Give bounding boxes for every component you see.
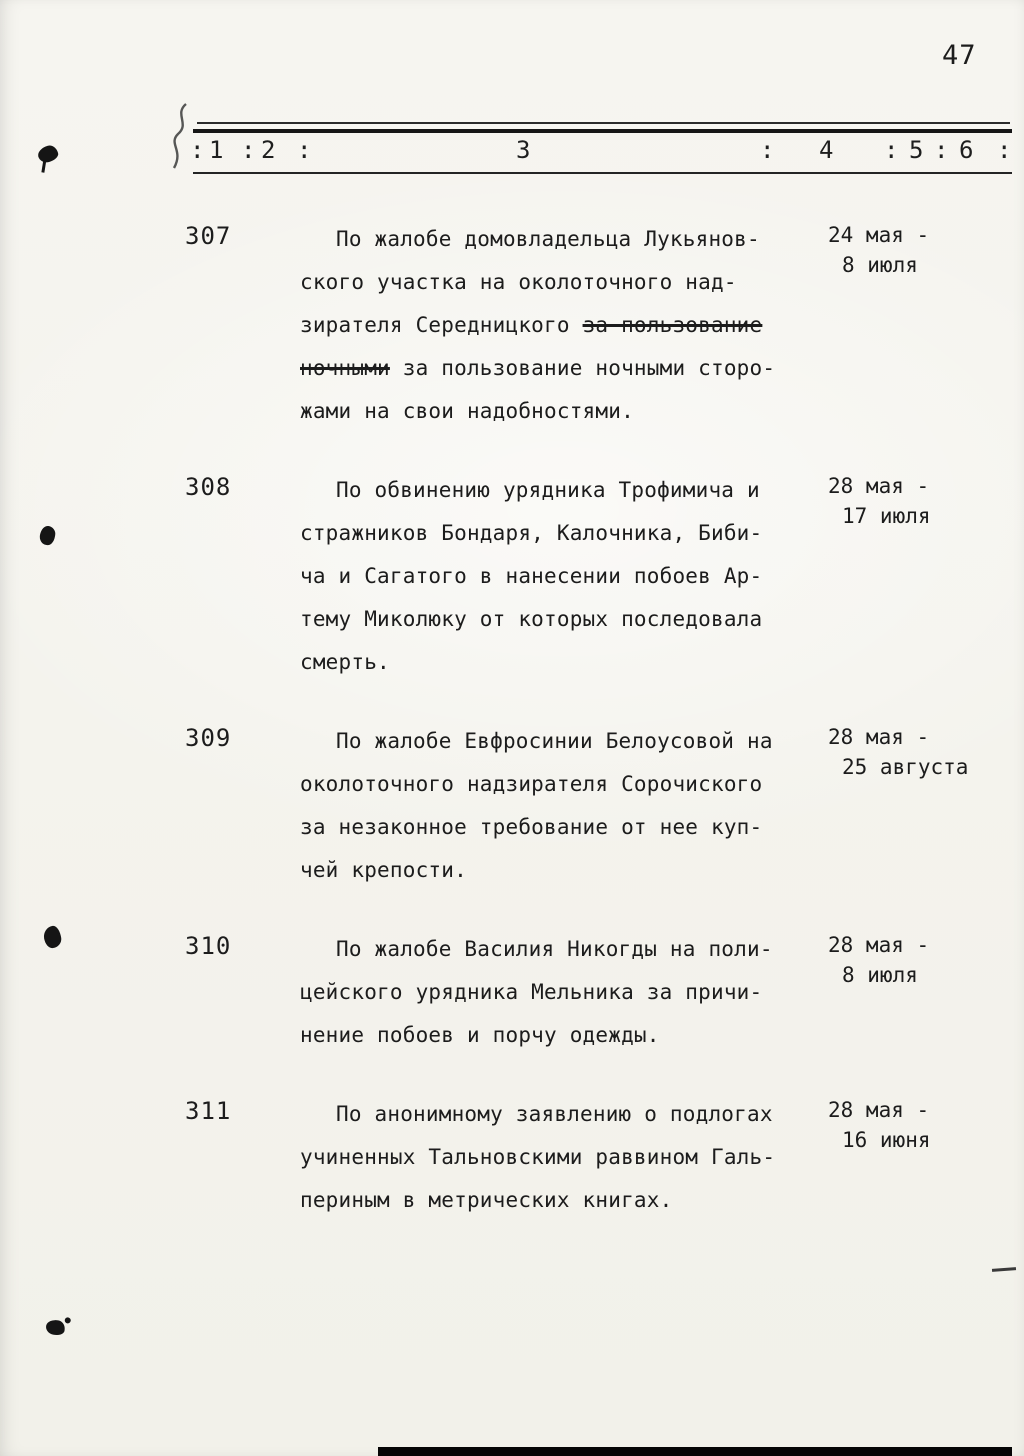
header-separator: :	[241, 136, 256, 164]
entry-number: 310	[185, 932, 232, 960]
table-rule-top-thick	[193, 129, 1012, 133]
entry-dates: 28 мая - 17 июля	[828, 474, 931, 528]
entry-number: 311	[185, 1097, 232, 1125]
header-separator: :	[190, 136, 205, 164]
entry-dates: 28 мая - 16 июня	[828, 1098, 931, 1152]
header-col-2: 2	[261, 136, 276, 164]
ink-blot	[45, 1318, 67, 1337]
header-col-5: 5	[909, 136, 924, 164]
entry-dates: 28 мая - 8 июля	[828, 933, 930, 987]
entry-description: По жалобе Евфросинии Белоусовой на околоточного надзирателя Сорочиского за незаконное требование от нее куп- чей крепости.	[300, 729, 773, 882]
entry-description: По анонимному заявлению о подлогах учиненных Тальновскими раввином Галь- периным в метрических книгах.	[300, 1102, 776, 1212]
entry-dates: 24 мая - 8 июля	[828, 223, 930, 277]
header-separator: :	[884, 136, 899, 164]
entries-list	[185, 218, 1013, 1258]
ink-blot	[38, 525, 56, 546]
table-rule-top-thin	[197, 122, 1010, 124]
entry-row-310	[185, 928, 1013, 1057]
entry-row-309	[185, 720, 1013, 892]
header-separator: :	[997, 136, 1012, 164]
table-rule-bottom	[193, 172, 1012, 174]
header-separator: :	[934, 136, 949, 164]
entry-row-311	[185, 1093, 1013, 1222]
entry-row-307	[185, 218, 1013, 433]
ink-blot	[36, 144, 59, 165]
header-col-3: 3	[516, 136, 531, 164]
entry-description: По обвинению урядника Трофимича и стражников Бондаря, Калочника, Биби- ча и Сагатого в нанесении побоев Ар- тему Миколюку от которых последовала смерть.	[300, 478, 763, 674]
header-col-1: 1	[209, 136, 224, 164]
entry-number: 307	[185, 222, 232, 250]
ink-blot	[43, 925, 63, 949]
header-separator: :	[760, 136, 775, 164]
margin-dash-mark	[992, 1267, 1016, 1272]
header-col-4: 4	[819, 136, 834, 164]
entry-description: По жалобе домовладельца Лукьянов- ского участка на околоточного над- зирателя Середницкого за пользование ночными за пользование ночными сторо- жами на свои надобностями.	[300, 227, 776, 423]
header-separator: :	[297, 136, 312, 164]
entry-dates: 28 мая - 25 августа	[828, 725, 969, 779]
scan-artifact-bar	[378, 1447, 1012, 1456]
entry-number: 308	[185, 473, 232, 501]
entry-description: По жалобе Василия Никогды на поли- цейского урядника Мельника за причи- нение побоев и порчу одежды.	[300, 937, 773, 1047]
page-number: 47	[942, 40, 977, 71]
header-col-6: 6	[959, 136, 974, 164]
entry-row-308	[185, 469, 1013, 684]
entry-number: 309	[185, 724, 232, 752]
